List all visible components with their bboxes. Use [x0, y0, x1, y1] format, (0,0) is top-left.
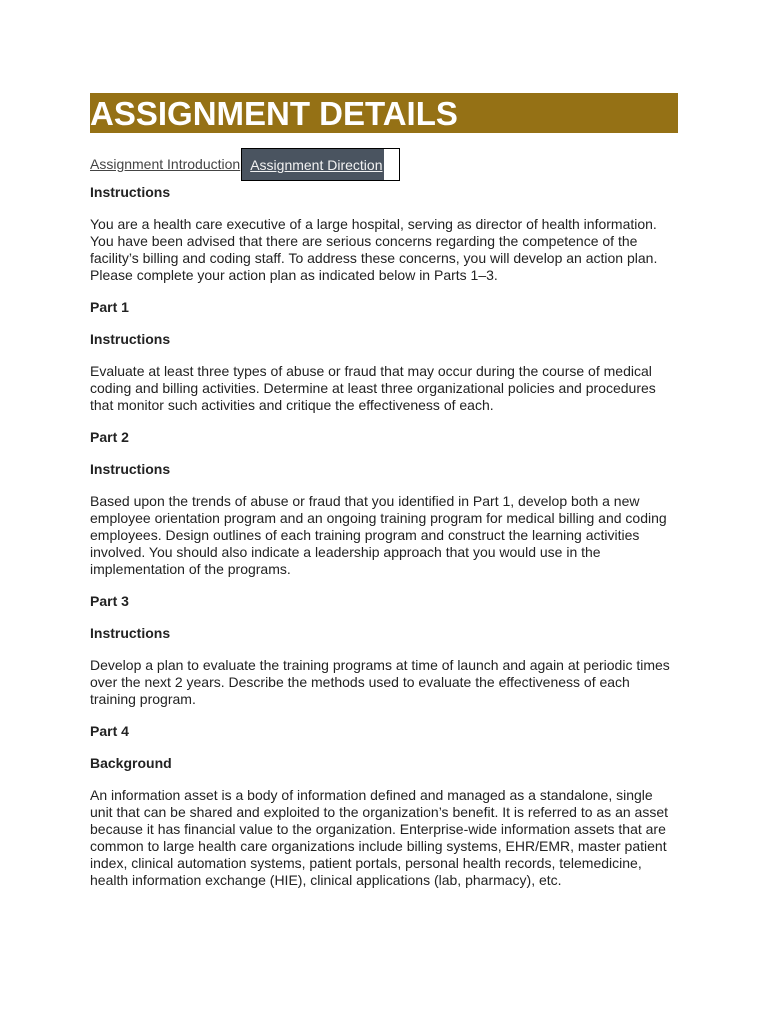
part3-instructions-heading: Instructions — [90, 625, 171, 641]
intro-instructions-text: You are a health care executive of a large hospital, serving as director of health information. You have been advised that there are serious concerns regarding the competence of the facility’s billing and coding staff. To address these concerns, you will develop an action plan. Please complete your action plan as indicated below in Parts 1–3. — [90, 216, 658, 283]
tab-assignment-directions[interactable] — [241, 148, 400, 181]
part2-instructions-text: Based upon the trends of abuse or fraud that you identified in Part 1, develop both a new employee orientation program and an ongoing training program for medical billing and coding employees. Design outlines of each training program and construct the learning activities involved. You should also indicate a leadership approach that you would use in the implementation of the programs. — [90, 493, 667, 577]
part1-instructions-heading: Instructions — [90, 331, 171, 347]
assignment-page — [90, 93, 678, 889]
active-tab-highlight — [242, 149, 384, 180]
page-title-banner — [90, 93, 678, 133]
tab-assignment-directions-label: Assignment Direction — [250, 157, 383, 173]
part1-title: Part 1 — [90, 299, 129, 315]
page-title: ASSIGNMENT DETAILS — [90, 95, 458, 132]
assignment-tabs — [90, 148, 678, 182]
part3-instructions-text: Develop a plan to evaluate the training programs at time of launch and again at periodic times over the next 2 years. Describe the methods used to evaluate the effectiveness of each training program. — [90, 657, 670, 707]
tab-assignment-introduction[interactable]: Assignment Introduction — [90, 156, 241, 172]
intro-instructions-heading: Instructions — [90, 184, 171, 200]
part4-background-text: An information asset is a body of information defined and managed as a standalone, single unit that can be shared and exploited to the organization’s benefit. It is referred to as an asset because it has financial value to the organization. Enterprise-wide information assets that are common to large health care organizations include billing systems, EHR/EMR, master patient index, clinical automation systems, patient portals, personal health records, telemedicine, health information exchange (HIE), clinical applications (lab, pharmacy), etc. — [90, 787, 668, 888]
part1-instructions-text: Evaluate at least three types of abuse or fraud that may occur during the course of medical coding and billing activities. Determine at least three organizational policies and procedures that monitor such activities and critique the effectiveness of each. — [90, 363, 656, 413]
part2-title: Part 2 — [90, 429, 129, 445]
part2-instructions-heading: Instructions — [90, 461, 171, 477]
part3-title: Part 3 — [90, 593, 129, 609]
part4-background-heading: Background — [90, 755, 172, 771]
part4-title: Part 4 — [90, 723, 129, 739]
